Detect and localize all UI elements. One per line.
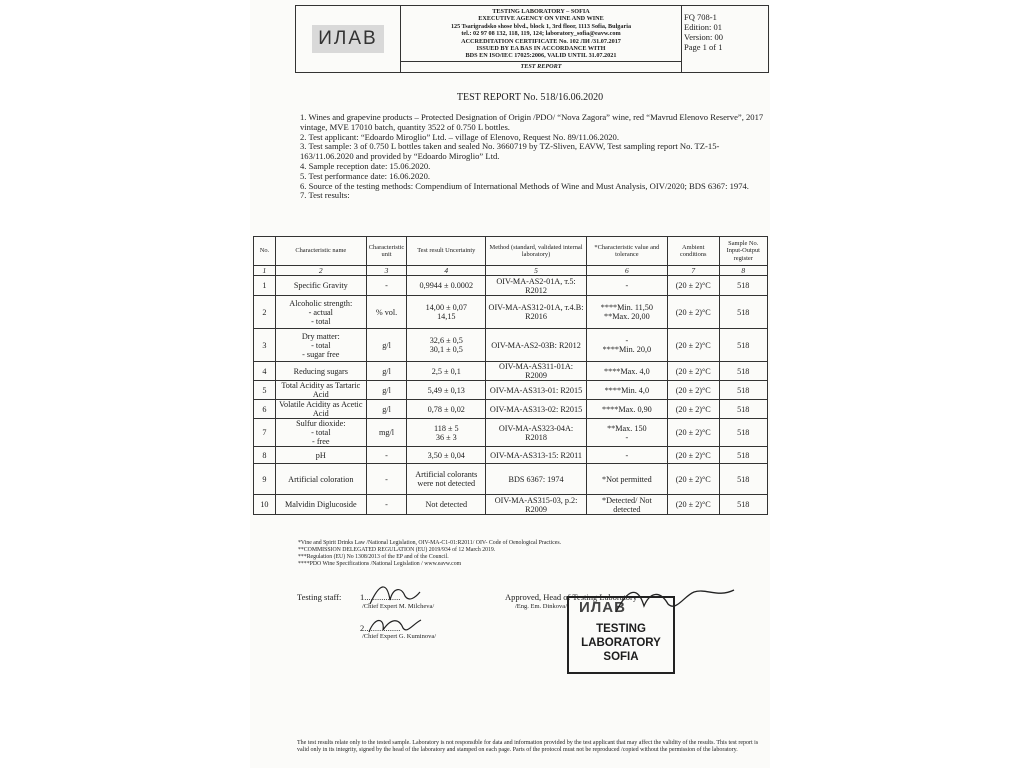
agency-name: EXECUTIVE AGENCY ON VINE AND WINE — [478, 15, 604, 23]
test-method: OIV-MA-AS313-15: R2011 — [486, 447, 587, 464]
test-method: OIV-MA-AS313-01: R2015 — [486, 381, 587, 400]
row-number: 9 — [254, 464, 276, 495]
characteristic-name: Volatile Acidity as Acetic Acid — [275, 400, 366, 419]
row-number: 8 — [254, 447, 276, 464]
table-row — [254, 495, 768, 515]
test-result: 118 ± 5 36 ± 3 — [407, 419, 486, 447]
col-header: Characteristic unit — [366, 237, 407, 266]
ambient-conditions: (20 ± 2)°C — [667, 447, 719, 464]
characteristic-name: Alcoholic strength: - actual - total — [275, 296, 366, 329]
report-header — [295, 5, 769, 73]
col-number: 6 — [586, 266, 667, 276]
note: *Vine and Spirit Drinks Law /National Legislation, OIV-MA-C1-01:R2011/ OIV- Code of Oenological Practices. — [298, 540, 562, 546]
test-method: OIV-MA-AS2-01A, т.5: R2012 — [486, 276, 587, 296]
test-result: 0,9944 ± 0.0002 — [407, 276, 486, 296]
ambient-conditions: (20 ± 2)°C — [667, 296, 719, 329]
test-method: BDS 6367: 1974 — [486, 464, 587, 495]
col-header: Ambient conditions — [667, 237, 719, 266]
doc-version: Version: 00 — [684, 32, 723, 42]
row-number: 4 — [254, 362, 276, 381]
characteristic-unit: g/l — [366, 362, 407, 381]
approved-caption: /Eng. Em. Dinkova/ — [515, 603, 567, 610]
tolerance: ****Max. 4,0 — [586, 362, 667, 381]
signature-line-2: 2................. — [360, 623, 401, 633]
test-method: OIV-MA-AS313-02: R2015 — [486, 400, 587, 419]
row-number: 7 — [254, 419, 276, 447]
characteristic-name: Artificial coloration — [275, 464, 366, 495]
doc-page: Page 1 of 1 — [684, 42, 723, 52]
test-result: 14,00 ± 0,07 14,15 — [407, 296, 486, 329]
test-result: 2,5 ± 0,1 — [407, 362, 486, 381]
table-row — [254, 419, 768, 447]
sample-number: 518 — [719, 296, 768, 329]
table-row — [254, 296, 768, 329]
col-number: 3 — [366, 266, 407, 276]
characteristic-unit: mg/l — [366, 419, 407, 447]
test-result: 0,78 ± 0,02 — [407, 400, 486, 419]
standard-line: BDS EN ISO/IEC 17025:2006, VALID UNTIL 31.07.2021 — [465, 52, 617, 60]
stamp-line: SOFIA — [603, 651, 639, 663]
test-result: 32,6 ± 0,5 30,1 ± 0,5 — [407, 329, 486, 362]
testing-staff-label: Testing staff: — [297, 592, 342, 602]
col-number: 7 — [667, 266, 719, 276]
item-sample: 3. Test sample: 3 of 0.750 L bottles taken and sealed No. 3660719 by TZ-Sliven, EAVW, Test sampling report No. TZ-15-163/11.06.2020 and provided by “Edoardo Miroglio” Ltd. — [300, 141, 720, 162]
ambient-conditions: (20 ± 2)°C — [667, 329, 719, 362]
characteristic-name: Sulfur dioxide: - total - free — [275, 419, 366, 447]
doc-type: TEST REPORT — [401, 61, 681, 72]
stamp-logo: ИЛАВ — [579, 599, 626, 616]
table-notes — [298, 540, 738, 568]
item-applicant: 2. Test applicant: “Edoardo Miroglio” Ltd. – village of Elenovo, Request No. 89/11.06.2020. — [300, 131, 619, 142]
ambient-conditions: (20 ± 2)°C — [667, 464, 719, 495]
approved-label: Approved, Head of Testing Laboratory — [505, 592, 638, 602]
characteristic-unit: - — [366, 495, 407, 515]
row-number: 6 — [254, 400, 276, 419]
note: ****PDO Wine Specifications /National Legislation / www.eavw.com — [298, 561, 462, 567]
test-result: 5,49 ± 0,13 — [407, 381, 486, 400]
sample-number: 518 — [719, 329, 768, 362]
sample-number: 518 — [719, 495, 768, 515]
characteristic-unit: - — [366, 447, 407, 464]
col-header: Characteristic name — [275, 237, 366, 266]
col-number: 2 — [275, 266, 366, 276]
table-header-row — [254, 237, 768, 266]
lab-contacts: tel.: 02 97 08 132, 118, 119, 124; laboratory_sofia@eavw.com — [461, 30, 621, 38]
tolerance: *Detected/ Not detected — [586, 495, 667, 515]
col-header: Test result Uncertainty — [407, 237, 486, 266]
issued-by-line: ISSUED BY EA BAS IN ACCORDANCE WITH — [476, 45, 606, 53]
col-number: 1 — [254, 266, 276, 276]
characteristic-name: Dry matter: - total - sugar free — [275, 329, 366, 362]
test-method: OIV-MA-AS315-03, p.2: R2009 — [486, 495, 587, 515]
report-title: TEST REPORT No. 518/16.06.2020 — [456, 92, 604, 103]
test-result: Artificial colorants were not detected — [407, 464, 486, 495]
signature-approved — [610, 582, 740, 622]
col-number: 5 — [486, 266, 587, 276]
signature-2 — [365, 612, 425, 638]
tolerance: **Max. 150 - — [586, 419, 667, 447]
lab-logo: ИЛАВ — [296, 6, 401, 72]
tolerance: - — [586, 276, 667, 296]
table-row — [254, 400, 768, 419]
characteristic-unit: - — [366, 464, 407, 495]
item-results-heading: 7. Test results: — [300, 190, 350, 201]
characteristic-name: Malvidin Diglucoside — [275, 495, 366, 515]
signature-caption-2: /Chief Expert G. Kuminova/ — [362, 633, 437, 640]
col-header: Method (standard, validated internal laboratory) — [486, 237, 587, 266]
row-number: 10 — [254, 495, 276, 515]
characteristic-unit: % vol. — [366, 296, 407, 329]
table-row — [254, 464, 768, 495]
lab-info — [401, 6, 682, 72]
test-method: OIV-MA-AS2-03B: R2012 — [486, 329, 587, 362]
col-header: No. — [254, 237, 276, 266]
tolerance: *Not permitted — [586, 464, 667, 495]
sample-number: 518 — [719, 400, 768, 419]
sample-number: 518 — [719, 276, 768, 296]
signature-line-1: 1................. — [360, 592, 401, 602]
col-header: Sample No. Input-Output register — [719, 237, 768, 266]
tolerance: ****Min. 4,0 — [586, 381, 667, 400]
tolerance: - ****Min. 20,0 — [586, 329, 667, 362]
test-method: OIV-MA-AS323-04A: R2018 — [486, 419, 587, 447]
results-body — [254, 276, 768, 515]
lab-name: TESTING LABORATORY – SOFIA — [492, 8, 590, 15]
note: ***Regulation (EU) No 1308/2013 of the EP and of the Council. — [298, 554, 449, 560]
signature-caption-1: /Chief Expert M. Milcheva/ — [362, 603, 435, 610]
accreditation-line: ACCREDITATION CERTIFICATE No. 102 ЛИ /31.07.2017 — [461, 37, 621, 45]
col-header: *Characteristic value and tolerance — [586, 237, 667, 266]
stamp-line: LABORATORY — [581, 637, 661, 649]
sample-number: 518 — [719, 464, 768, 495]
table-row — [254, 276, 768, 296]
characteristic-unit: - — [366, 276, 407, 296]
ambient-conditions: (20 ± 2)°C — [667, 495, 719, 515]
report-items — [300, 113, 770, 201]
sample-number: 518 — [719, 362, 768, 381]
ambient-conditions: (20 ± 2)°C — [667, 419, 719, 447]
sample-number: 518 — [719, 419, 768, 447]
table-row — [254, 362, 768, 381]
row-number: 2 — [254, 296, 276, 329]
test-method: OIV-MA-AS312-01A, т.4.B: R2016 — [486, 296, 587, 329]
ambient-conditions: (20 ± 2)°C — [667, 400, 719, 419]
test-method: OIV-MA-AS311-01A: R2009 — [486, 362, 587, 381]
ambient-conditions: (20 ± 2)°C — [667, 276, 719, 296]
characteristic-name: Total Acidity as Tartaric Acid — [275, 381, 366, 400]
characteristic-unit: g/l — [366, 329, 407, 362]
table-row — [254, 381, 768, 400]
characteristic-name: pH — [275, 447, 366, 464]
item-method-source: 6. Source of the testing methods: Compendium of International Methods of Wine and Must Analysis, OIV/2020; BDS 6367: 1974. — [300, 180, 749, 191]
tolerance: - — [586, 447, 667, 464]
characteristic-unit: g/l — [366, 381, 407, 400]
item-performance-date: 5. Test performance date: 16.06.2020. — [300, 170, 431, 181]
stamp-line: TESTING — [596, 623, 646, 635]
row-number: 5 — [254, 381, 276, 400]
lab-address: 125 Tsarigradsko shose blvd., block 1, 3rd floor, 1113 Sofia, Bulgaria — [450, 22, 632, 30]
table-row — [254, 329, 768, 362]
signature-1 — [365, 580, 425, 610]
column-number-row — [254, 266, 768, 276]
table-row — [254, 447, 768, 464]
item-product: 1. Wines and grapevine products – Protected Designation of Origin /PDO/ “Nova Zagora” wine, red “Mavrud Elenovo Reserve”, 2017 vintage, MVE 17010 batch, quantity 3522 of 0.750 L bottles. — [300, 112, 764, 132]
characteristic-name: Specific Gravity — [275, 276, 366, 296]
tolerance: ****Max. 0,90 — [586, 400, 667, 419]
col-number: 4 — [407, 266, 486, 276]
doc-edition: Edition: 01 — [684, 22, 723, 32]
row-number: 1 — [254, 276, 276, 296]
row-number: 3 — [254, 329, 276, 362]
test-result: 3,50 ± 0,04 — [407, 447, 486, 464]
test-result: Not detected — [407, 495, 486, 515]
results-table — [253, 236, 768, 515]
note: **COMMISSION DELEGATED REGULATION (EU) 2019/934 of 12 March 2019. — [298, 547, 496, 553]
report-footer: The test results relate only to the tested sample. Laboratory is not responsible for data and information provided by the test applicant that may affect the validity of the results. This test report is valid only in its integrity, signed by the head of the laboratory and stamped on each page. Parts of the protocol must not be reproduced /copied without the permission of the laboratory. — [297, 740, 759, 754]
sample-number: 518 — [719, 447, 768, 464]
characteristic-name: Reducing sugars — [275, 362, 366, 381]
characteristic-unit: g/l — [366, 400, 407, 419]
item-reception-date: 4. Sample reception date: 15.06.2020. — [300, 160, 431, 171]
tolerance: ****Min. 11,50 **Max. 20,00 — [586, 296, 667, 329]
doc-control — [684, 12, 768, 52]
ambient-conditions: (20 ± 2)°C — [667, 381, 719, 400]
sample-number: 518 — [719, 381, 768, 400]
ambient-conditions: (20 ± 2)°C — [667, 362, 719, 381]
doc-code: FQ 708-1 — [684, 12, 717, 22]
col-number: 8 — [719, 266, 768, 276]
